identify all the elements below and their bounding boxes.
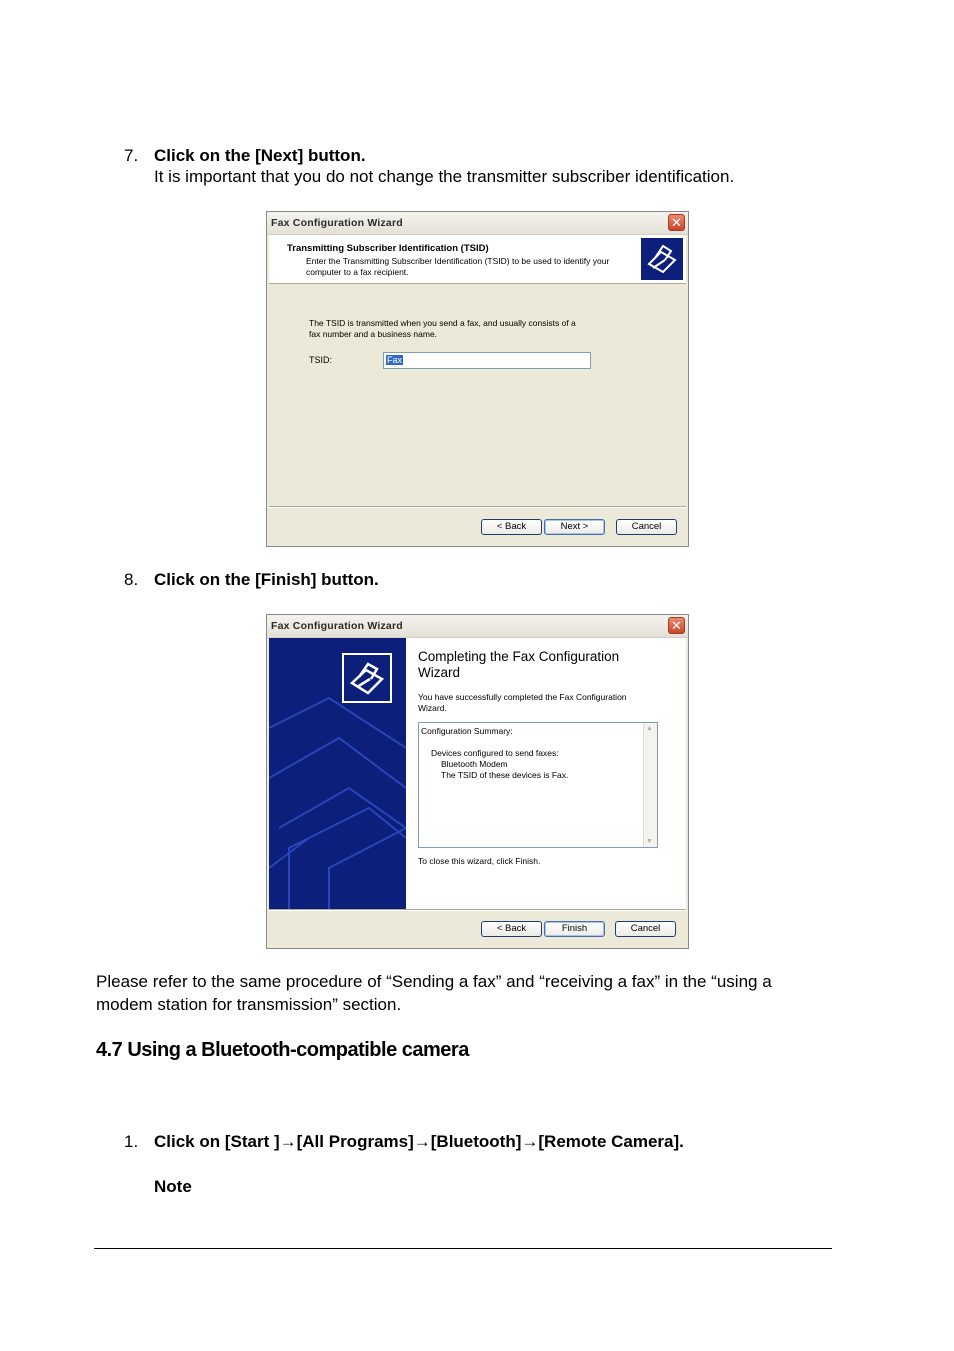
paragraph-line2: modem station for transmission” section. xyxy=(96,995,402,1014)
step-description: It is important that you do not change the transmitter subscriber identification. xyxy=(154,167,735,186)
header-description-line2: computer to a fax recipient. xyxy=(306,267,409,277)
summary-line: The TSID of these devices is Fax. xyxy=(441,770,569,780)
scroll-down-icon[interactable]: ▼ xyxy=(646,838,653,845)
divider xyxy=(269,506,686,508)
close-icon[interactable]: ✕ xyxy=(668,214,685,231)
header-title: Transmitting Subscriber Identification (TSID) xyxy=(287,243,489,254)
back-button[interactable]: < Back xyxy=(481,519,542,535)
step-number: 7. xyxy=(124,146,139,165)
cancel-button[interactable]: Cancel xyxy=(616,519,677,535)
back-button[interactable]: < Back xyxy=(481,921,542,937)
header-description-line1: Enter the Transmitting Subscriber Identification (TSID) to be used to identify your xyxy=(306,256,610,266)
next-button[interactable]: Next > xyxy=(544,519,605,535)
summary-line: Devices configured to send faxes: xyxy=(431,748,559,758)
completion-heading-line1: Completing the Fax Configuration xyxy=(418,649,620,664)
scrollbar[interactable] xyxy=(643,723,657,847)
configuration-summary-box[interactable] xyxy=(418,722,658,848)
section-heading: 4.7 Using a Bluetooth-compatible camera xyxy=(96,1039,469,1061)
footer-rule xyxy=(94,1248,832,1249)
step-title: Click on the [Next] button. xyxy=(154,146,366,165)
step-number: 8. xyxy=(124,570,139,589)
title-bar xyxy=(267,212,688,235)
wizard-header xyxy=(269,235,686,284)
completion-heading-line2: Wizard xyxy=(418,665,461,680)
summary-line: Configuration Summary: xyxy=(421,726,513,736)
title-bar xyxy=(267,615,688,638)
scroll-up-icon[interactable]: ▲ xyxy=(646,725,653,732)
divider xyxy=(269,909,686,911)
success-text-line2: Wizard. xyxy=(418,703,447,713)
cancel-button[interactable]: Cancel xyxy=(615,921,676,937)
close-instruction: To close this wizard, click Finish. xyxy=(418,856,541,866)
note-label: Note xyxy=(154,1177,192,1196)
summary-line: Bluetooth Modem xyxy=(441,759,508,769)
fax-wizard-dialog-complete xyxy=(266,614,689,949)
window-title: Fax Configuration Wizard xyxy=(271,620,403,632)
finish-button[interactable]: Finish xyxy=(544,921,605,937)
fax-icon xyxy=(641,238,683,280)
step-number: 1. xyxy=(124,1132,139,1151)
wizard-side-panel xyxy=(269,638,406,909)
close-icon[interactable]: ✕ xyxy=(668,617,685,634)
step-title: Click on [Start ]→[All Programs]→[Bluetooth]→[Remote Camera]. xyxy=(154,1132,684,1151)
window-title: Fax Configuration Wizard xyxy=(271,217,403,229)
fax-icon xyxy=(342,653,392,703)
info-text-line1: The TSID is transmitted when you send a fax, and usually consists of a xyxy=(309,318,576,328)
success-text-line1: You have successfully completed the Fax Configuration xyxy=(418,692,627,702)
paragraph-line1: Please refer to the same procedure of “Sending a fax” and “receiving a fax” in the “using a xyxy=(96,972,772,991)
tsid-input[interactable] xyxy=(383,352,591,369)
fax-wizard-dialog-tsid xyxy=(266,211,689,547)
step-title: Click on the [Finish] button. xyxy=(154,570,379,589)
tsid-label: TSID: xyxy=(309,355,333,365)
wizard-content xyxy=(406,638,686,909)
info-text-line2: fax number and a business name. xyxy=(309,329,438,339)
tsid-input-value: Fax xyxy=(387,355,403,365)
